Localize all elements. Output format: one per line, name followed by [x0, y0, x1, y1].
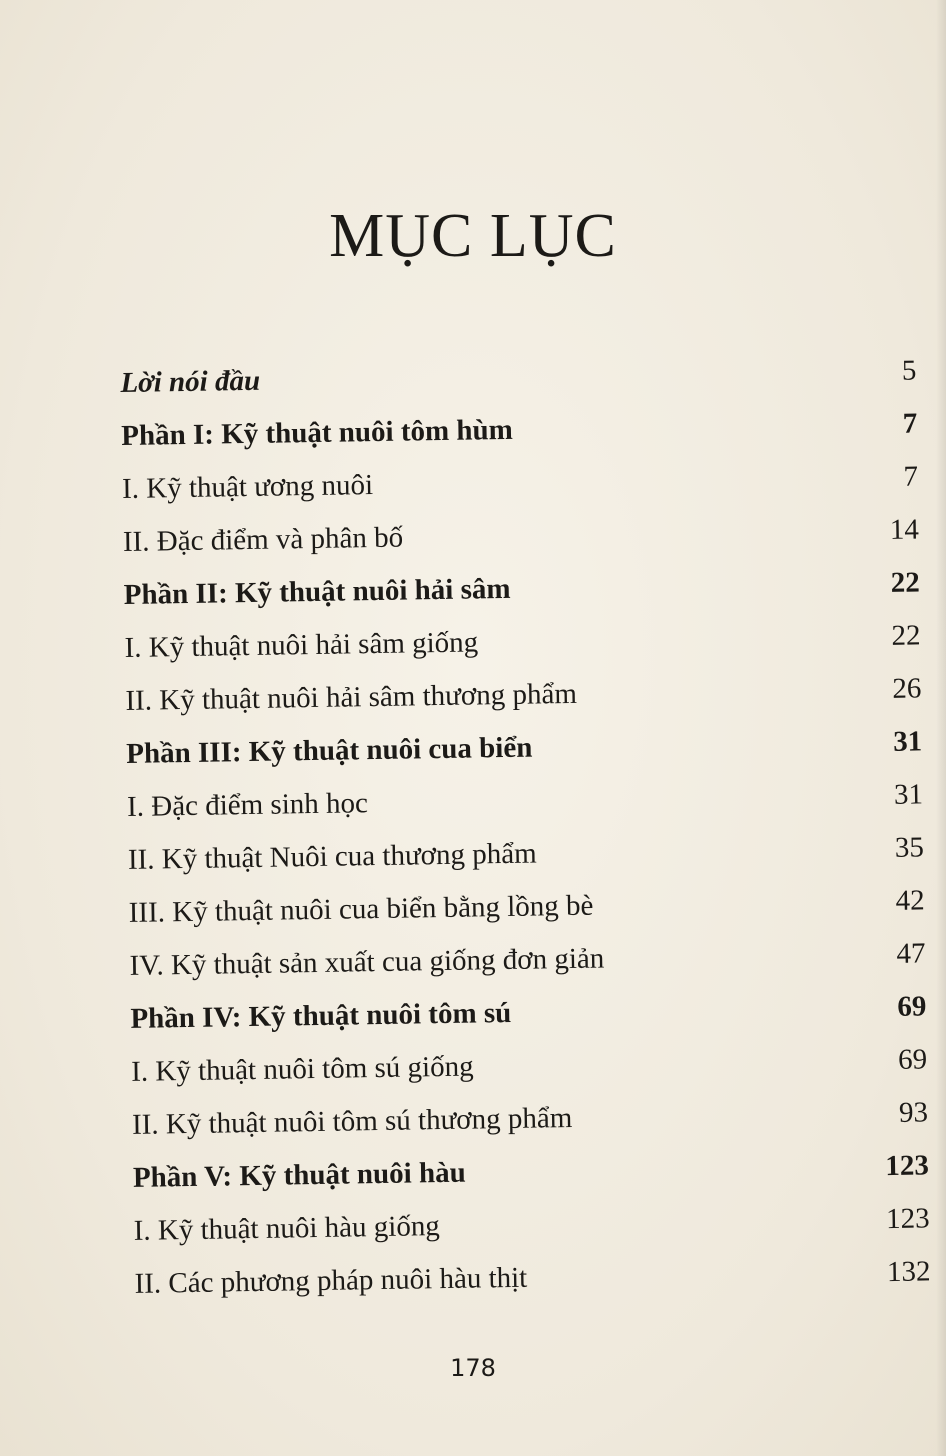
- toc-entry-label: Phần II: Kỹ thuật nuôi hải sâm: [123, 572, 511, 611]
- toc-entry-label: II. Đặc điểm và phân bố: [122, 521, 404, 558]
- page-title: MỤC LỤC: [329, 202, 617, 270]
- page-number: 178: [450, 1354, 496, 1382]
- toc-entry-page: 132: [886, 1255, 931, 1289]
- toc-entry-page: 7: [902, 407, 918, 440]
- toc-entry-page: 31: [893, 778, 924, 811]
- toc-entry-page: 123: [885, 1149, 930, 1183]
- toc-entry-label: III. Kỹ thuật nuôi cua biển bằng lồng bè: [128, 889, 594, 929]
- toc-entry-page: 69: [897, 990, 927, 1023]
- toc-entry-page: 5: [901, 354, 917, 387]
- toc-entry-label: I. Đặc điểm sinh học: [126, 787, 369, 823]
- toc-entry-page: 22: [890, 566, 920, 599]
- toc-entry-label: Phần V: Kỹ thuật nuôi hàu: [132, 1156, 466, 1194]
- toc-entry-page: 93: [898, 1096, 929, 1129]
- toc-entry-label: Phần I: Kỹ thuật nuôi tôm hùm: [121, 413, 514, 452]
- toc-entry: [134, 1243, 935, 1309]
- toc-entry-page: 47: [896, 937, 926, 970]
- toc-entry-label: I. Kỹ thuật nuôi hàu giống: [133, 1210, 441, 1247]
- toc-entry-label: II. Kỹ thuật Nuôi cua thương phẩm: [127, 837, 537, 876]
- toc-entry-page: 31: [892, 725, 923, 758]
- toc-entry-label: I. Kỹ thuật ương nuôi: [121, 469, 374, 505]
- toc-entry-label: II. Kỹ thuật nuôi hải sâm thương phẩm: [125, 677, 578, 717]
- toc-entry-page: 35: [894, 831, 925, 864]
- toc-entry-label: I. Kỹ thuật nuôi tôm sú giống: [131, 1050, 474, 1088]
- toc-entry-label: II. Kỹ thuật nuôi tôm sú thương phẩm: [131, 1101, 573, 1141]
- toc-entry-label: II. Các phương pháp nuôi hàu thịt: [134, 1261, 528, 1300]
- toc-entry-page: 26: [892, 672, 922, 705]
- toc-entry-page: 7: [903, 460, 919, 493]
- toc-entry-label: Phần III: Kỹ thuật nuôi cua biển: [126, 731, 533, 770]
- toc-entry-page: 123: [885, 1202, 930, 1236]
- toc-entry-label: I. Kỹ thuật nuôi hải sâm giống: [124, 626, 479, 664]
- toc-entry-label: IV. Kỹ thuật sản xuất cua giống đơn giản: [129, 942, 605, 982]
- toc-entry-label: Phần IV: Kỹ thuật nuôi tôm sú: [130, 996, 512, 1035]
- toc-entry-label: Lời nói đầu: [120, 364, 261, 399]
- table-of-contents: [120, 342, 935, 1308]
- toc-entry-page: 42: [895, 884, 925, 917]
- toc-entry-page: 14: [889, 513, 920, 546]
- toc-entry-page: 22: [891, 619, 921, 652]
- toc-entry-page: 69: [897, 1043, 928, 1076]
